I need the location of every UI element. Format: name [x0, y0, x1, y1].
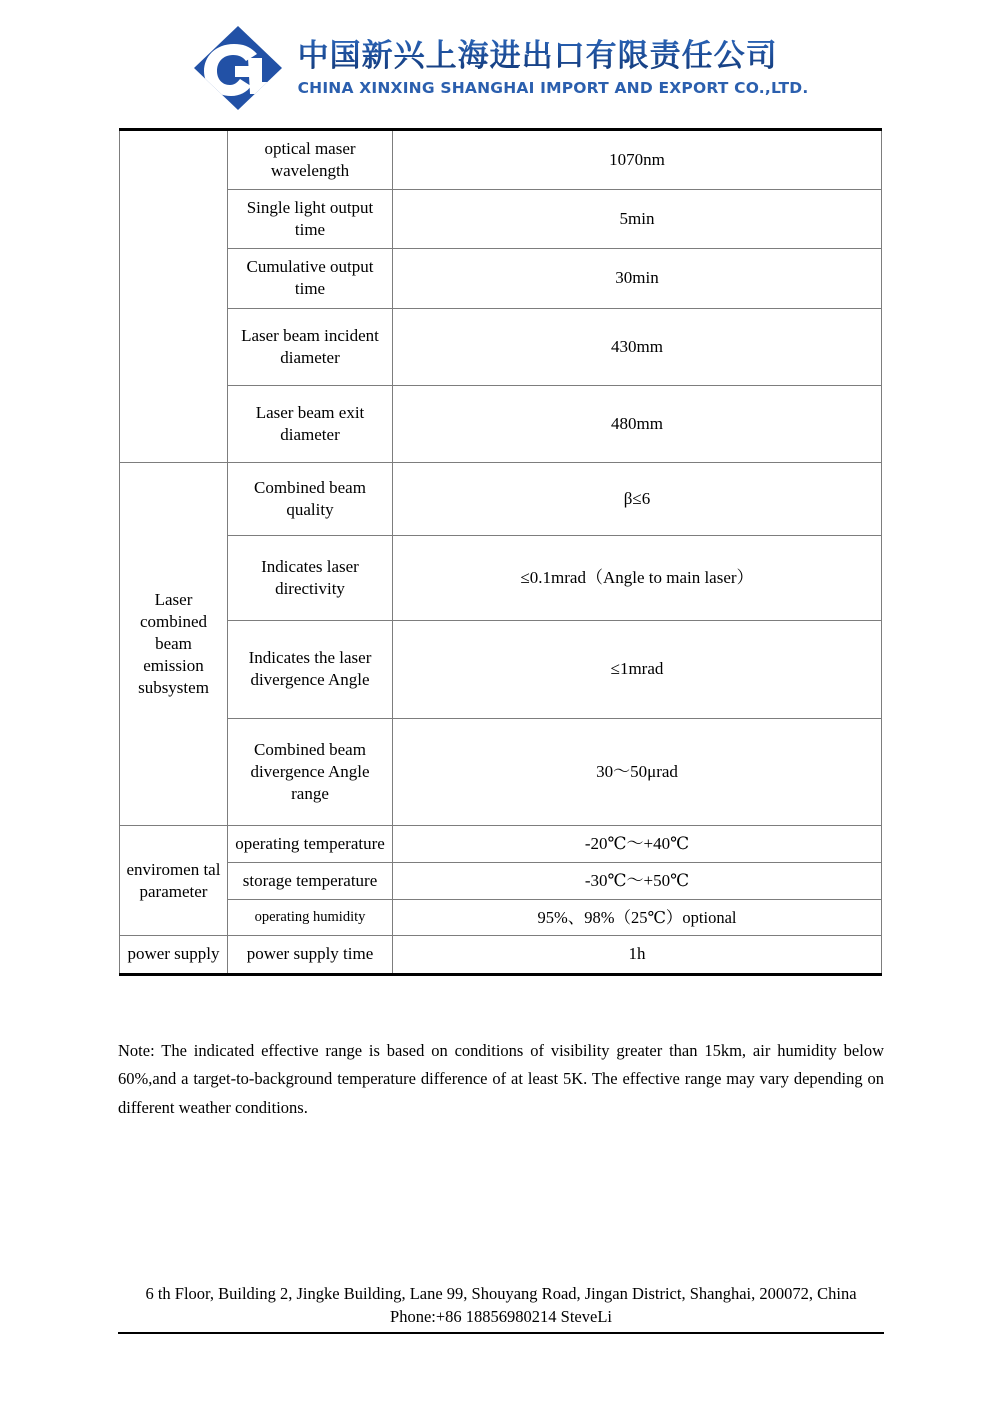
value-cell: 30min — [393, 249, 882, 308]
table-row — [120, 130, 882, 190]
page-footer — [118, 1282, 884, 1334]
footer-divider — [118, 1332, 884, 1334]
value-cell: -20℃～+40℃ — [393, 825, 882, 862]
table-row — [120, 825, 882, 862]
table-row — [120, 621, 882, 718]
group-cell-blank-top — [120, 130, 228, 463]
table-row — [120, 249, 882, 308]
table-row — [120, 936, 882, 974]
value-cell: β≤6 — [393, 462, 882, 535]
param-cell: Indicates the laser divergence Angle — [228, 621, 393, 718]
footer-address: 6 th Floor, Building 2, Jingke Building, Lane 99, Shouyang Road, Jingan District, Shanghai, 200072, China — [145, 1284, 857, 1303]
param-cell: Combined beam quality — [228, 462, 393, 535]
group-cell-environmental: enviromen tal parameter — [120, 825, 228, 936]
table-row — [120, 385, 882, 462]
value-cell: ≤0.1mrad（Angle to main laser） — [393, 536, 882, 621]
table-row — [120, 862, 882, 899]
value-cell: 30～50μrad — [393, 718, 882, 825]
specification-table — [119, 128, 882, 976]
param-cell: Laser beam incident diameter — [228, 308, 393, 385]
table-row — [120, 718, 882, 825]
company-name-block — [298, 39, 809, 98]
value-cell: 95%、98%（25℃）optional — [393, 899, 882, 935]
table-row — [120, 899, 882, 935]
param-cell: Single light output time — [228, 190, 393, 249]
table-row — [120, 308, 882, 385]
table-row — [120, 536, 882, 621]
company-logo-icon — [192, 24, 284, 112]
table-row — [120, 462, 882, 535]
value-cell: ≤1mrad — [393, 621, 882, 718]
param-cell: optical maser wavelength — [228, 130, 393, 190]
note-paragraph: Note: The indicated effective range is based on conditions of visibility greater than 15km, air humidity below 60%,and a target-to-background temperature difference of at least 5K. The effective range may vary depending on different weather conditions. — [118, 1041, 884, 1117]
value-cell: -30℃～+50℃ — [393, 862, 882, 899]
group-cell-power-supply: power supply — [120, 936, 228, 974]
table-row — [120, 190, 882, 249]
param-cell: Combined beam divergence Angle range — [228, 718, 393, 825]
letterhead — [0, 22, 1000, 114]
param-cell: operating humidity — [228, 899, 393, 935]
param-cell: operating temperature — [228, 825, 393, 862]
value-cell: 1h — [393, 936, 882, 974]
specification-table-container — [119, 128, 881, 976]
param-cell: Laser beam exit diameter — [228, 385, 393, 462]
param-cell: storage temperature — [228, 862, 393, 899]
value-cell: 1070nm — [393, 130, 882, 190]
footer-phone: Phone:+86 18856980214 SteveLi — [390, 1307, 612, 1327]
group-cell-laser-combined: Laser combined beam emission subsystem — [120, 462, 228, 825]
value-cell: 430mm — [393, 308, 882, 385]
company-name-en: CHINA XINXING SHANGHAI IMPORT AND EXPORT CO.,LTD. — [297, 79, 809, 98]
value-cell: 5min — [393, 190, 882, 249]
param-cell: power supply time — [228, 936, 393, 974]
company-name-cn: 中国新兴上海进出口有限责任公司 — [298, 39, 809, 74]
param-cell: Indicates laser directivity — [228, 536, 393, 621]
value-cell: 480mm — [393, 385, 882, 462]
param-cell: Cumulative output time — [228, 249, 393, 308]
